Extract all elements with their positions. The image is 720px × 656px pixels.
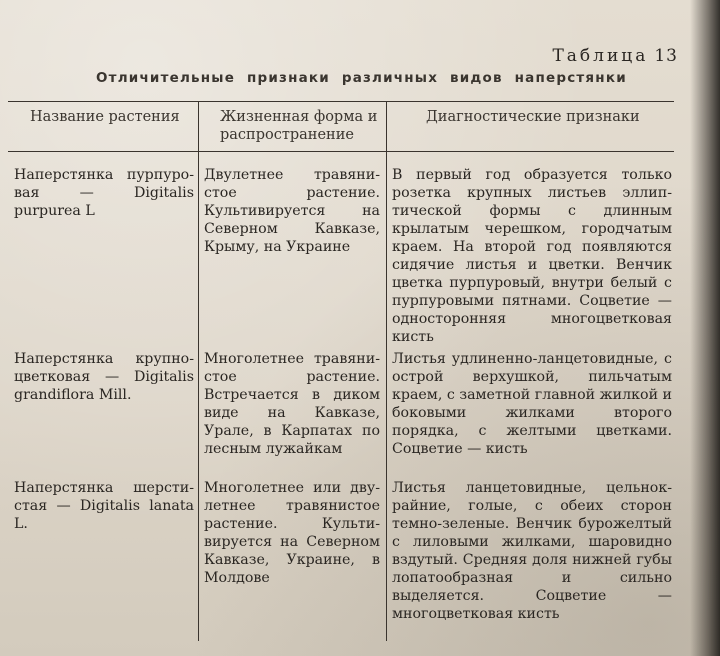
header-rule: [8, 151, 674, 152]
row-1-features: В первый год образуется только розетка крупных листьев эллиптической формы с длинным крылатым черешком, городчатым краем. На второй год появляются сидячие листья и цветки. Венчик цветка пурпуровый, внутри белый с пурпуровыми пятнами. Соцветие — односторонняя многоцветковая кисть: [392, 167, 672, 345]
row-2-name: Наперстянка крупноцветковая — Digitalis grandiflora Mill.: [14, 351, 194, 403]
top-rule: [8, 101, 674, 102]
row-3-name: Наперстянка шерстистая — Digitalis lanata L.: [14, 480, 194, 532]
table-title: Отличительные признаки различных видов наперстянки: [96, 70, 627, 86]
row-2-features: Листья удлиненно-ланцетовидные, с острой верхушкой, пильчатым краем, с заметной главной жилкой и боковыми жилками второго порядка, с желтыми цветками. Соцветие — кисть: [392, 351, 672, 457]
row-1-name: Наперстянка пурпуровая — Digitalis purpurea L: [14, 167, 194, 219]
table-label: [552, 46, 678, 66]
column-divider-1: [198, 101, 199, 641]
column-divider-2: [386, 101, 387, 641]
row-2-life-form: Многолетнее травянистое растение. Встречается в диком виде на Кавказе, Урале, в Карпатах по лесным лужайкам: [204, 351, 380, 457]
table-number: 13: [654, 46, 678, 66]
page-shadow-edge: [690, 0, 720, 656]
row-3-features: Листья ланцетовидные, цельнокрайние, голые, с обеих сторон темно-зеленые. Венчик бурожелтый с лиловыми жилками, шаровидно вздутый. Средняя доля нижней губы лопатообразная и сильно выделяется. Соцветие — многоцветковая кисть: [392, 480, 672, 622]
column-header-features: Диагностические признаки: [426, 109, 640, 125]
row-3-life-form: Многолетнее или двулетнее травянистое растение. Культивируется на Северном Кавказе, Украине, в Молдове: [204, 480, 380, 586]
column-header-name: Название растения: [30, 109, 180, 125]
table-word: Таблица: [552, 46, 649, 66]
row-1-life-form: Двулетнее травянистое растение. Культивируется на Северном Кавказе, Крыму, на Украине: [204, 167, 380, 255]
column-header-life-form: Жизненная форма и распространение: [220, 109, 378, 143]
